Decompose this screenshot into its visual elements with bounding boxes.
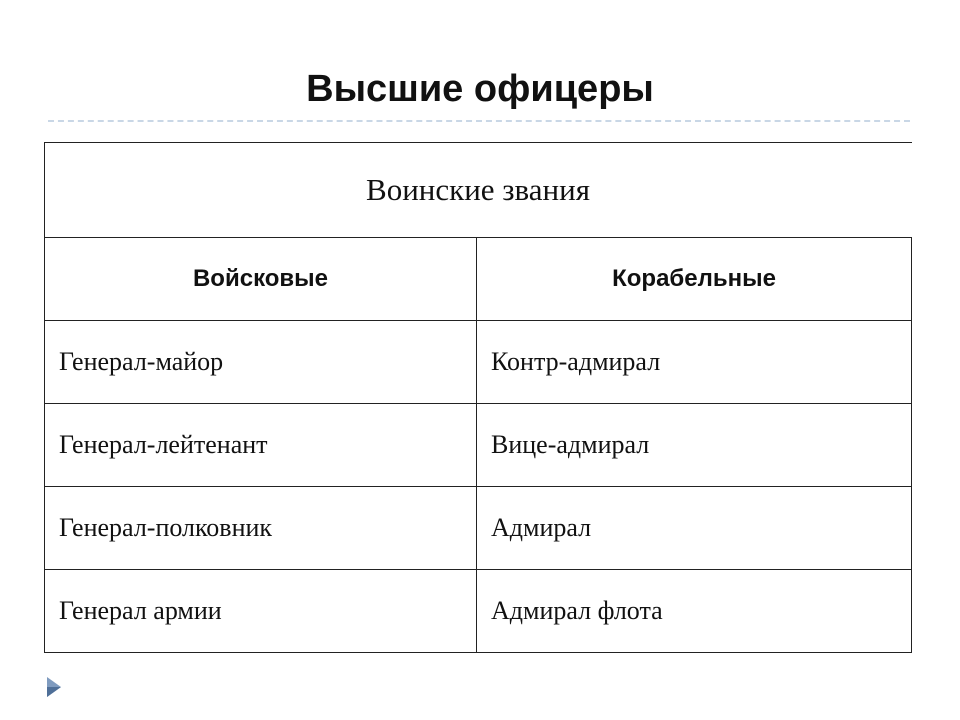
- ranks-table: [44, 142, 912, 653]
- table-row: [45, 404, 912, 487]
- naval-rank-cell: Адмирал: [477, 487, 912, 570]
- naval-rank-cell: Контр-адмирал: [477, 321, 912, 404]
- naval-rank-cell: Адмирал флота: [477, 570, 912, 653]
- ground-rank-cell: Генерал-майор: [45, 321, 477, 404]
- ground-rank-cell: Генерал-лейтенант: [45, 404, 477, 487]
- table-row: [45, 321, 912, 404]
- play-triangle-icon: [46, 676, 62, 698]
- header-naval-ranks: Корабельные: [477, 238, 912, 321]
- arrow-shade: [47, 687, 61, 697]
- table-caption: Воинские звания: [45, 143, 912, 238]
- table-header-row: [45, 238, 912, 321]
- header-ground-ranks: Войсковые: [45, 238, 477, 321]
- table-row: [45, 570, 912, 653]
- table-row: [45, 487, 912, 570]
- naval-rank-cell: Вице-адмирал: [477, 404, 912, 487]
- slide-title: Высшие офицеры: [306, 68, 654, 110]
- ground-rank-cell: Генерал-полковник: [45, 487, 477, 570]
- ground-rank-cell: Генерал армии: [45, 570, 477, 653]
- table-caption-row: [45, 143, 912, 238]
- title-divider: [48, 120, 910, 122]
